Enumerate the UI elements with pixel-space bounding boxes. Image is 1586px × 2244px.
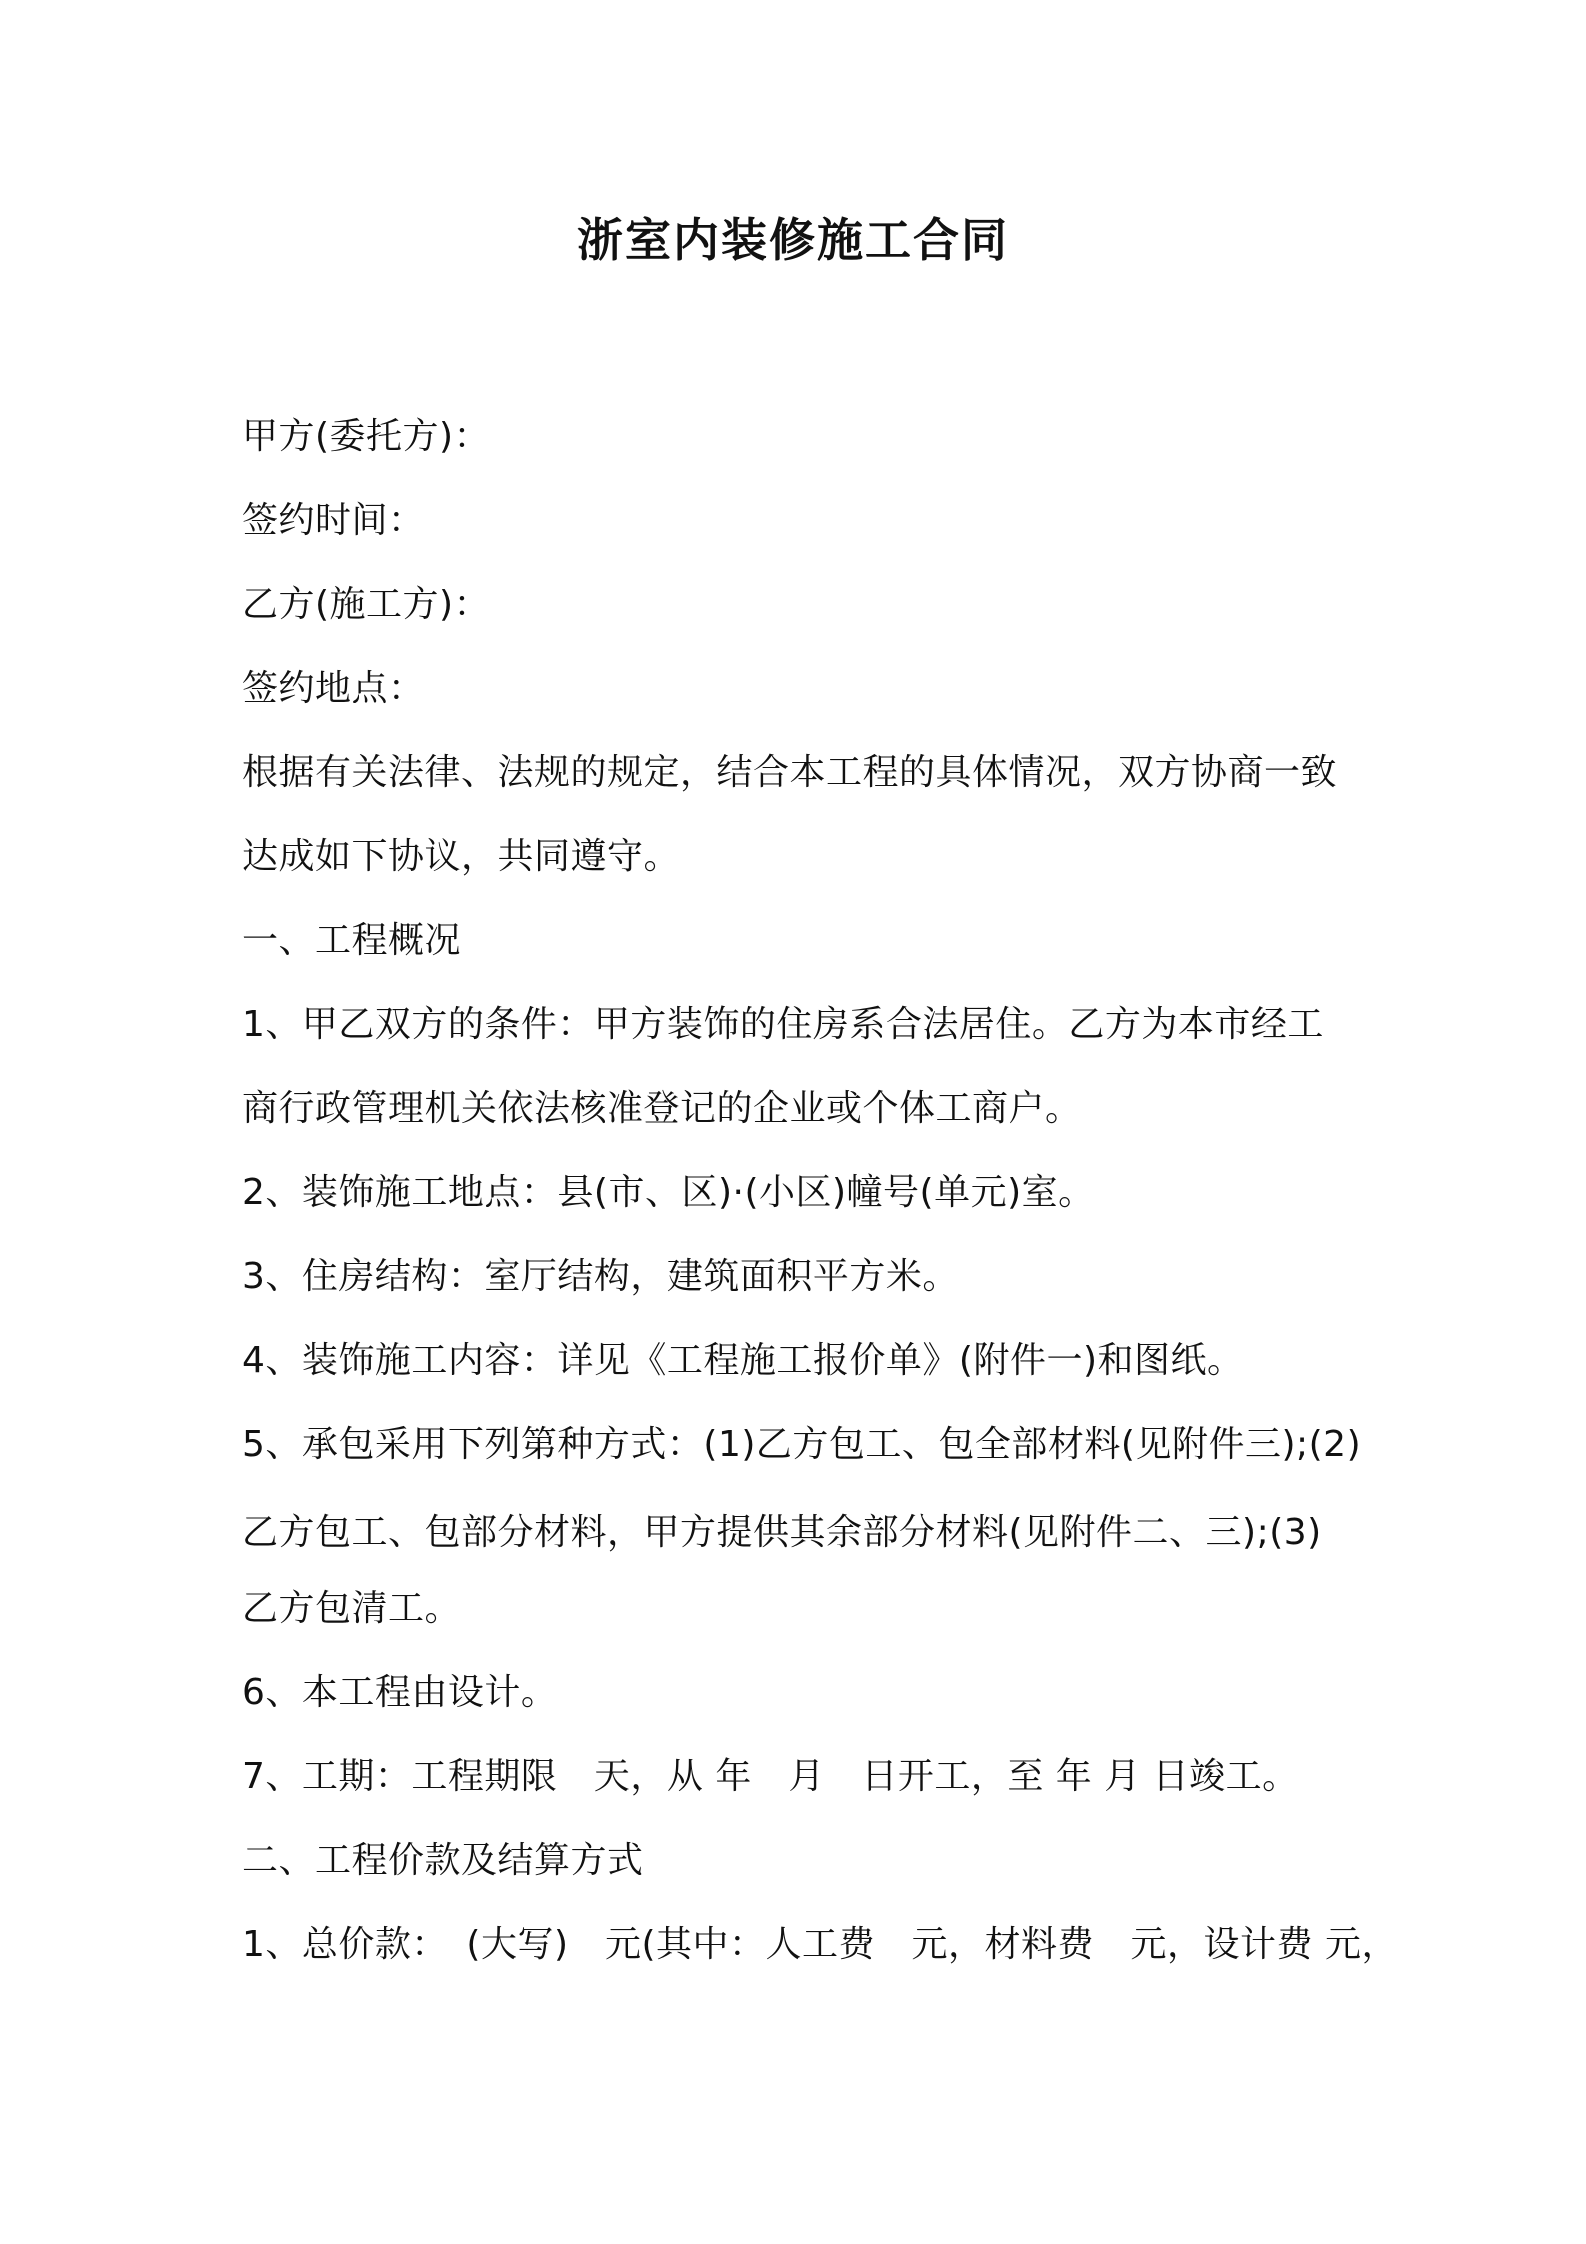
clause-1-1-line-1: 1、甲乙双方的条件：甲方装饰的住房系合法居住。乙方为本市经工 — [242, 1004, 1324, 1045]
party-b-label: 乙方(施工方)： — [242, 584, 491, 625]
clause-1-6: 6、本工程由设计。 — [242, 1672, 558, 1713]
signing-place-label: 签约地点： — [242, 668, 425, 709]
section-1-heading: 一、工程概况 — [242, 920, 462, 961]
clause-1-5-line-1: 5、承包采用下列第种方式：(1)乙方包工、包全部材料(见附件三);(2) — [242, 1424, 1362, 1465]
clause-1-4: 4、装饰施工内容：详见《工程施工报价单》(附件一)和图纸。 — [242, 1340, 1244, 1381]
clause-1-5-line-3: 乙方包清工。 — [242, 1588, 462, 1629]
clause-1-5-line-2: 乙方包工、包部分材料，甲方提供其余部分材料(见附件二、三);(3) — [242, 1512, 1322, 1553]
document-title: 浙室内装修施工合同 — [577, 213, 1009, 267]
clause-1-2: 2、装饰施工地点：县(市、区)·(小区)幢号(单元)室。 — [242, 1172, 1095, 1213]
intro-paragraph-line-1: 根据有关法律、法规的规定，结合本工程的具体情况，双方协商一致 — [242, 752, 1338, 793]
party-a-label: 甲方(委托方)： — [242, 416, 491, 457]
clause-1-7: 7、工期：工程期限 天，从 年 月 日开工，至 年 月 日竣工。 — [242, 1756, 1299, 1797]
signing-time-label: 签约时间： — [242, 500, 425, 541]
clause-2-1: 1、总价款： (大写) 元(其中：人工费 元，材料费 元，设计费 元， — [242, 1924, 1398, 1965]
intro-paragraph-line-2: 达成如下协议，共同遵守。 — [242, 836, 681, 877]
clause-1-3: 3、住房结构：室厅结构，建筑面积平方米。 — [242, 1256, 959, 1297]
clause-1-1-line-2: 商行政管理机关依法核准登记的企业或个体工商户。 — [242, 1088, 1082, 1129]
section-2-heading: 二、工程价款及结算方式 — [242, 1840, 644, 1881]
